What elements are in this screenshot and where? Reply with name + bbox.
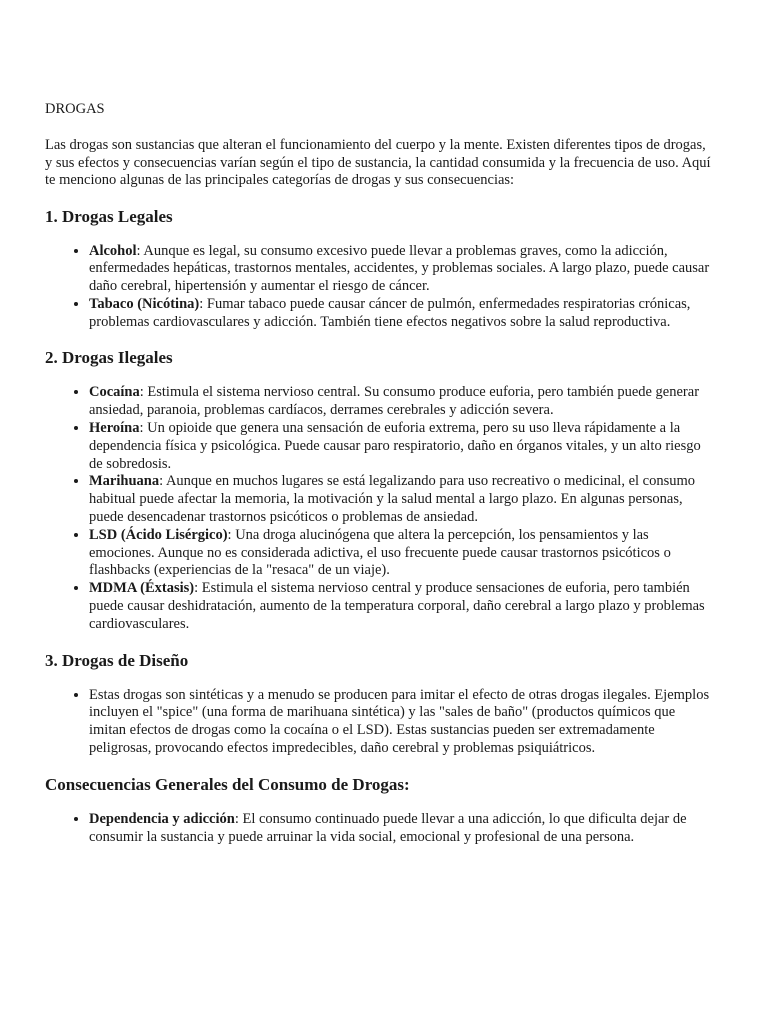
item-term: Cocaína	[89, 384, 140, 401]
item-term: LSD (Ácido Lisérgico)	[89, 526, 228, 543]
item-term: Tabaco (Nicótina)	[89, 295, 200, 312]
item-text: : Estimula el sistema nervioso central y produce sensaciones de euforia, pero también puede causar deshidratación, aumento de la temperatura corporal, daño cerebral a largo plazo y problemas cardiovasculares.	[89, 580, 705, 632]
item-text: : El consumo continuado puede llevar a una adicción, lo que dificulta dejar de consumir la sustancia y puede arruinar la vida social, emocional y profesional de una persona.	[89, 810, 687, 845]
item-term: Dependencia y adicción	[89, 810, 235, 827]
designer-drugs-list	[45, 687, 715, 758]
general-consequences-list	[45, 811, 715, 847]
document-page	[45, 100, 715, 846]
list-item-tabaco	[89, 296, 715, 332]
item-text: : Estimula el sistema nervioso central. Su consumo produce euforia, pero también puede generar ansiedad, paranoia, problemas cardíacos, derrames cerebrales y adicción severa.	[89, 384, 700, 419]
item-text: : Aunque en muchos lugares se está legalizando para uso recreativo o medicinal, el consumo habitual puede afectar la memoria, la motivación y la salud mental a largo plazo. En algunas personas, puede desencadenar trastornos psicóticos o problemas de ansiedad.	[89, 473, 696, 526]
section-heading-legal-drugs: 1. Drogas Legales	[45, 206, 173, 226]
list-item-marihuana	[89, 473, 715, 526]
item-term: MDMA (Éxtasis)	[89, 580, 195, 597]
item-text: : Una droga alucinógena que altera la percepción, los pensamientos y las emociones. Aunque no es considerada adictiva, el uso frecuente puede causar trastornos psicóticos o flashbacks (experiencias de la "resaca" de un viaje).	[89, 526, 671, 579]
item-text: : Aunque es legal, su consumo excesivo puede llevar a problemas graves, como la adicción, enfermedades hepáticas, trastornos mentales, accidentes, y problemas sociales. A largo plazo, puede causar daño cerebral, hipertensión y aumentar el riesgo de cáncer.	[89, 242, 710, 295]
list-item-dependencia	[89, 811, 715, 847]
list-item-alcohol	[89, 243, 715, 296]
illegal-drugs-list	[45, 384, 715, 633]
list-item-designer-drugs	[89, 687, 715, 758]
item-term: Heroína	[89, 420, 140, 437]
list-item-mdma	[89, 580, 715, 633]
list-item-cocaina	[89, 384, 715, 420]
intro-paragraph: Las drogas son sustancias que alteran el funcionamiento del cuerpo y la mente. Existen diferentes tipos de drogas, y sus efectos y consecuencias varían según el tipo de sustancia, la cantidad consumida y la frecuencia de uso. Aquí te menciono algunas de las principales categorías de drogas y sus consecuencias:	[45, 137, 711, 188]
item-text: Estas drogas son sintéticas y a menudo se producen para imitar el efecto de otras drogas ilegales. Ejemplos incluyen el "spice" (una forma de marihuana sintética) y las "sales de baño" (productos químicos que imitan efectos de drogas como la cocaína o el LSD). Estas sustancias pueden ser extremadamente peligrosas, provocando efectos impredecibles, daño cerebral y problemas psiquiátricos.	[89, 686, 710, 757]
item-text: : Un opioide que genera una sensación de euforia extrema, pero su uso lleva rápidamente a la dependencia física y psicológica. Puede causar paro respiratorio, daño en órganos vitales, y un alto riesgo de sobredosis.	[89, 420, 701, 472]
section-heading-illegal-drugs: 2. Drogas Ilegales	[45, 348, 173, 368]
item-term: Marihuana	[89, 473, 160, 490]
item-term: Alcohol	[89, 242, 137, 259]
section-heading-designer-drugs: 3. Drogas de Diseño	[45, 650, 189, 670]
section-heading-general-consequences: Consecuencias Generales del Consumo de Drogas:	[45, 774, 410, 794]
list-item-lsd	[89, 527, 715, 580]
legal-drugs-list	[45, 243, 715, 332]
item-text: : Fumar tabaco puede causar cáncer de pulmón, enfermedades respiratorias crónicas, problemas cardiovasculares y adicción. También tiene efectos negativos sobre la salud reproductiva.	[89, 295, 691, 330]
list-item-heroina	[89, 420, 715, 473]
document-title: DROGAS	[45, 101, 105, 117]
